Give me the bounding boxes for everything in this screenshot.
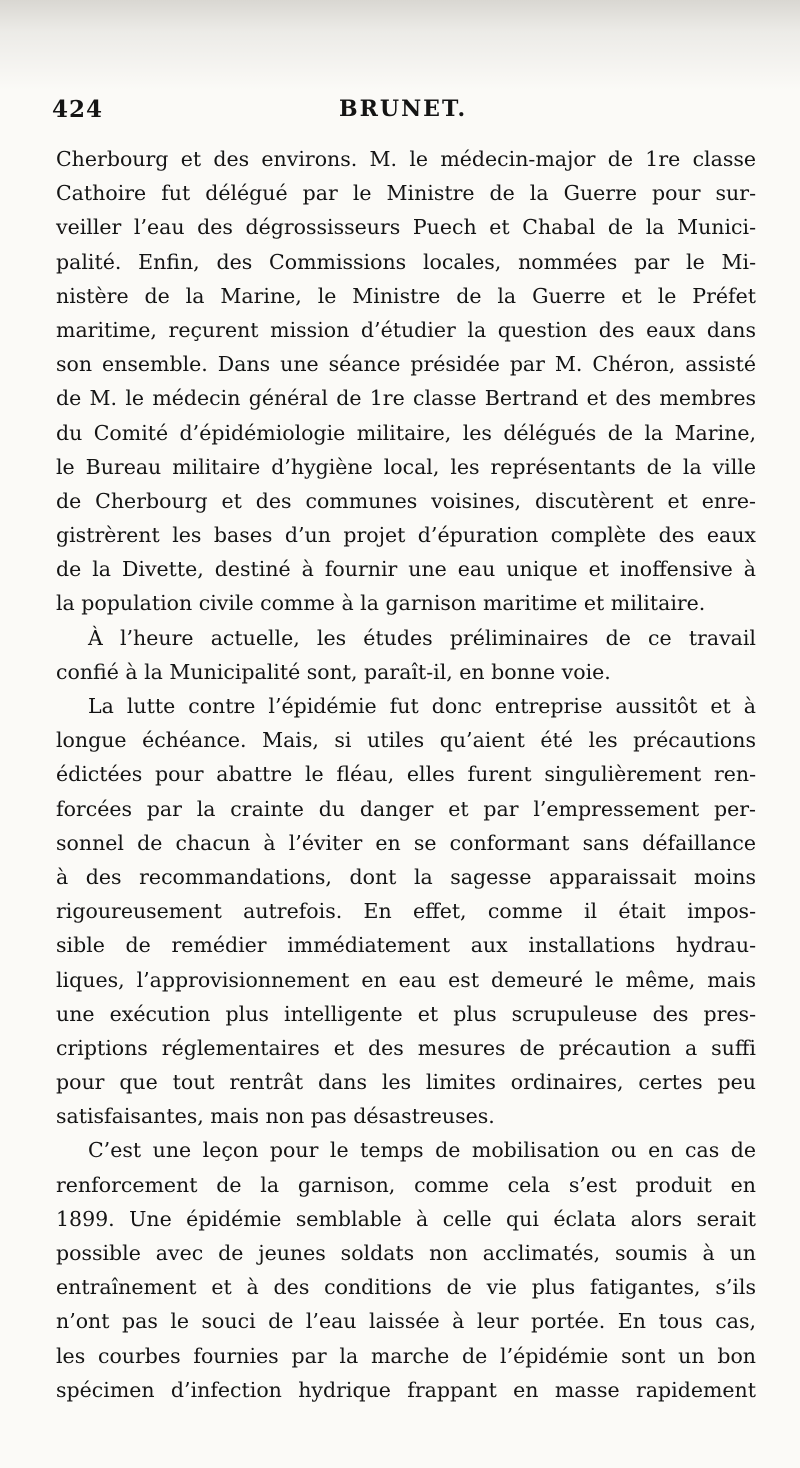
text-line: maritime, reçurent mission d’étudier la question des eaux dans bbox=[56, 317, 756, 342]
text-line: à des recommandations, dont la sagesse apparaissait moins bbox=[56, 864, 756, 889]
scan-border-shading bbox=[0, 0, 800, 90]
text-line: de Cherbourg et des communes voisines, discutèrent et enre- bbox=[56, 488, 756, 513]
text-line: spécimen d’infection hydrique frappant en masse rapidement bbox=[56, 1377, 756, 1402]
text-line: les courbes fournies par la marche de l’épidémie sont un bon bbox=[56, 1343, 756, 1368]
text-line: 1899. Une épidémie semblable à celle qui éclata alors serait bbox=[56, 1206, 756, 1231]
text-line: sible de remédier immédiatement aux installations hydrau- bbox=[56, 933, 756, 958]
text-line: son ensemble. Dans une séance présidée par M. Chéron, assisté bbox=[56, 352, 756, 377]
text-line: pour que tout rentrât dans les limites ordinaires, certes peu bbox=[56, 1070, 756, 1095]
text-line: C’est une leçon pour le temps de mobilisation ou en cas de bbox=[88, 1138, 756, 1163]
text-line: liques, l’approvisionnement en eau est demeuré le même, mais bbox=[56, 967, 756, 992]
page-number: 424 bbox=[52, 96, 104, 123]
text-line: possible avec de jeunes soldats non acclimatés, soumis à un bbox=[56, 1241, 756, 1265]
text-line: n’ont pas le souci de l’eau laissée à leur portée. En tous cas, bbox=[56, 1309, 756, 1334]
running-title: BRUNET. bbox=[339, 96, 468, 122]
text-line: du Comité d’épidémiologie militaire, les délégués de la Marine, bbox=[56, 420, 756, 445]
text-line: renforcement de la garnison, comme cela s’est produit en bbox=[56, 1172, 756, 1197]
text-line: À l’heure actuelle, les études préliminaires de ce travail bbox=[88, 625, 756, 650]
text-line: forcées par la crainte du danger et par l’empressement per- bbox=[56, 796, 756, 821]
text-line: la population civile comme à la garnison maritime et militaire. bbox=[56, 591, 706, 616]
text-line: sonnel de chacun à l’éviter en se conformant sans défaillance bbox=[56, 830, 756, 855]
text-line: édictées pour abattre le fléau, elles furent singulièrement ren- bbox=[56, 762, 756, 787]
page-header bbox=[52, 96, 752, 130]
text-line: de la Divette, destiné à fournir une eau unique et inoffensive à bbox=[56, 557, 756, 582]
text-line: entraînement et à des conditions de vie plus fatigantes, s’ils bbox=[56, 1275, 756, 1300]
text-line: gistrèrent les bases d’un projet d’épuration complète des eaux bbox=[56, 523, 756, 548]
text-line: le Bureau militaire d’hygiène local, les représentants de la ville bbox=[56, 454, 756, 479]
text-line: La lutte contre l’épidémie fut donc entreprise aussitôt et à bbox=[88, 694, 756, 718]
text-line: Cherbourg et des environs. M. le médecin-major de 1re classe bbox=[56, 147, 756, 171]
text-line: de M. le médecin général de 1re classe Bertrand et des membres bbox=[56, 386, 756, 411]
text-line: Cathoire fut délégué par le Ministre de la Guerre pour sur- bbox=[56, 181, 756, 206]
text-line: veiller l’eau des dégrossisseurs Puech et Chabal de la Munici- bbox=[56, 215, 756, 240]
text-line: rigoureusement autrefois. En effet, comme il était impos- bbox=[56, 899, 756, 924]
text-line: longue échéance. Mais, si utiles qu’aient été les précautions bbox=[56, 728, 756, 753]
body-text bbox=[56, 142, 756, 1407]
text-line: nistère de la Marine, le Ministre de la Guerre et le Préfet bbox=[56, 283, 756, 308]
text-line: criptions réglementaires et des mesures de précaution a suffi bbox=[56, 1035, 756, 1060]
text-line: palité. Enfin, des Commissions locales, nommées par le Mi- bbox=[56, 249, 756, 274]
text-line: confié à la Municipalité sont, paraît-il, en bonne voie. bbox=[56, 659, 611, 684]
text-line: une exécution plus intelligente et plus scrupuleuse des pres- bbox=[56, 1001, 756, 1026]
text-line: satisfaisantes, mais non pas désastreuses. bbox=[56, 1104, 495, 1129]
